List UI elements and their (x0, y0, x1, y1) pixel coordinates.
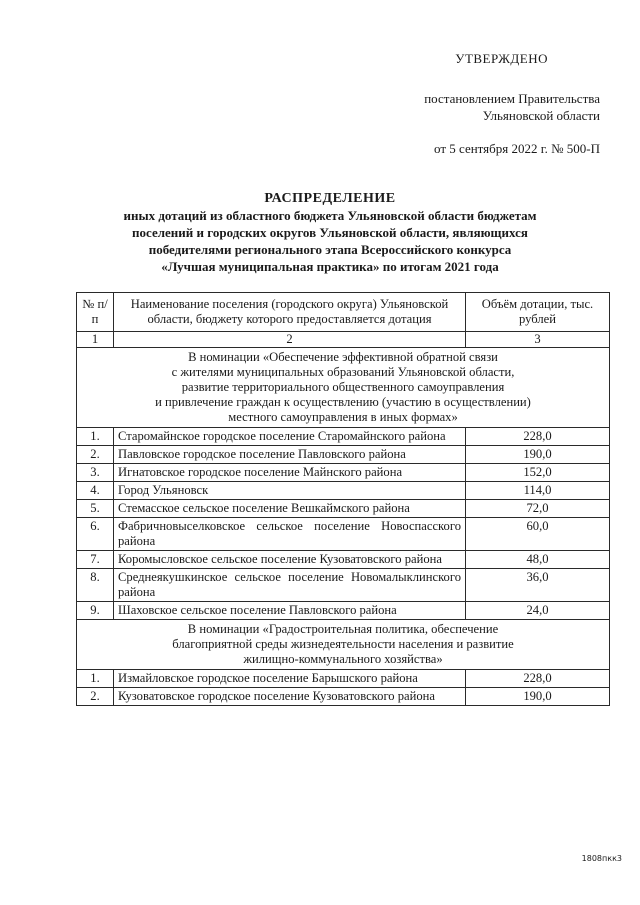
table-row (77, 518, 610, 551)
table-row (77, 500, 610, 518)
title-line-2: поселений и городских округов Ульяновской области, являющихся (132, 225, 528, 240)
section-title-line: жилищно-коммунального хозяйства» (243, 652, 443, 666)
table-row (77, 569, 610, 602)
row-name: Город Ульяновск (114, 482, 466, 500)
row-name: Измайловское городское поселение Барышского района (114, 670, 466, 688)
row-name: Стемасское сельское поселение Вешкаймского района (114, 500, 466, 518)
row-num: 1. (77, 428, 114, 446)
colnum-2: 2 (114, 332, 466, 348)
row-value: 72,0 (466, 500, 610, 518)
row-name: Шаховское сельское поселение Павловского района (114, 602, 466, 620)
row-value: 190,0 (466, 446, 610, 464)
row-value: 228,0 (466, 428, 610, 446)
section-title-line: В номинации «Обеспечение эффективной обратной связи (188, 350, 498, 364)
row-value: 114,0 (466, 482, 610, 500)
row-value: 48,0 (466, 551, 610, 569)
row-value: 152,0 (466, 464, 610, 482)
table-header-row (77, 293, 610, 332)
row-value: 190,0 (466, 688, 610, 706)
table-row (77, 670, 610, 688)
row-value: 228,0 (466, 670, 610, 688)
title-main: РАСПРЕДЕЛЕНИЕ (264, 191, 396, 206)
table-row (77, 602, 610, 620)
row-value: 24,0 (466, 602, 610, 620)
document-title (60, 190, 600, 275)
section-row (77, 620, 610, 670)
section-title-line: местного самоуправления в иных формах» (228, 410, 458, 424)
section-row (77, 348, 610, 428)
row-name: Коромысловское сельское поселение Кузоватовского района (114, 551, 466, 569)
section-title (77, 348, 610, 428)
colnum-1: 1 (77, 332, 114, 348)
table-row (77, 551, 610, 569)
approval-title: УТВЕРЖДЕНО (455, 51, 548, 66)
row-num: 6. (77, 518, 114, 551)
row-num: 1. (77, 670, 114, 688)
row-num: 7. (77, 551, 114, 569)
header-value: Объём дотации, тыс. рублей (466, 293, 610, 332)
section-title-line: с жителями муниципальных образований Ульяновской области, (171, 365, 515, 379)
table-row (77, 688, 610, 706)
row-num: 2. (77, 446, 114, 464)
section-title-line: и привлечение граждан к осуществлению (участию в осуществлении) (155, 395, 531, 409)
row-name: Среднеякушкинское сельское поселение Новомалыклинского района (114, 569, 466, 602)
row-name: Игнатовское городское поселение Майнского района (114, 464, 466, 482)
row-num: 9. (77, 602, 114, 620)
distribution-table (76, 292, 610, 706)
title-line-4: «Лучшая муниципальная практика» по итогам 2021 года (161, 259, 499, 274)
row-value: 36,0 (466, 569, 610, 602)
row-num: 3. (77, 464, 114, 482)
table-row (77, 482, 610, 500)
row-num: 2. (77, 688, 114, 706)
section-title (77, 620, 610, 670)
approval-line-2: Ульяновской области (482, 108, 600, 123)
table-row (77, 428, 610, 446)
header-num: № п/п (77, 293, 114, 332)
row-name: Фабричновыселковское сельское поселение Новоспасского района (114, 518, 466, 551)
footer-code: 1808пкк3 (581, 854, 622, 863)
row-num: 5. (77, 500, 114, 518)
title-line-1: иных дотаций из областного бюджета Ульяновской области бюджетам (123, 208, 537, 223)
header-name: Наименование поселения (городского округа) Ульяновской области, бюджету которого предоставляется дотация (114, 293, 466, 332)
row-value: 60,0 (466, 518, 610, 551)
row-num: 8. (77, 569, 114, 602)
row-name: Кузоватовское городское поселение Кузоватовского района (114, 688, 466, 706)
approval-line-3: от 5 сентября 2022 г. № 500-П (434, 141, 600, 156)
section-title-line: В номинации «Градостроительная политика, обеспечение (187, 622, 499, 636)
row-name: Старомайнское городское поселение Старомайнского района (114, 428, 466, 446)
section-title-line: развитие территориального общественного самоуправления (181, 380, 505, 394)
colnum-3: 3 (466, 332, 610, 348)
approval-line-1: постановлением Правительства (424, 91, 600, 106)
column-number-row (77, 332, 610, 348)
row-num: 4. (77, 482, 114, 500)
row-name: Павловское городское поселение Павловского района (114, 446, 466, 464)
table-row (77, 446, 610, 464)
section-title-line: благоприятной среды жизнедеятельности населения и развитие (172, 637, 514, 651)
title-line-3: победителями регионального этапа Всероссийского конкурса (148, 242, 512, 257)
table-row (77, 464, 610, 482)
